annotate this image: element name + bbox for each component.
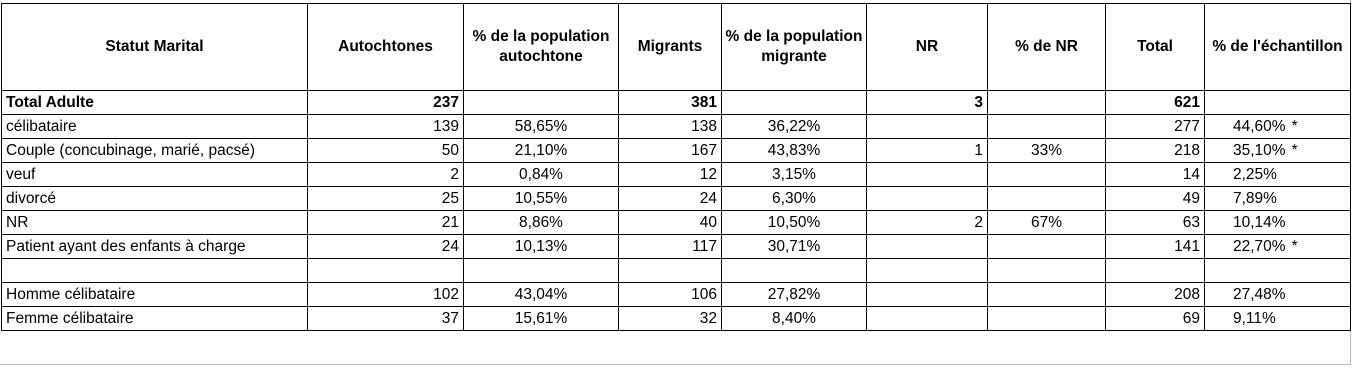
row-label: NR [2,211,308,235]
cell-nr [867,259,988,283]
cell-migrants: 167 [619,139,722,163]
cell-total: 14 [1106,163,1205,187]
cell-migrants [619,259,722,283]
cell-pct-nr: 33% [988,139,1106,163]
cell-nr: 3 [867,91,988,115]
cell-pct-migrante: 43,83% [722,139,867,163]
cell-nr: 1 [867,139,988,163]
cell-pct-echantillon [1205,259,1351,283]
cell-migrants: 32 [619,307,722,331]
cell-total [1106,259,1205,283]
cell-pct-autochtone: 10,13% [464,235,619,259]
cell-nr [867,187,988,211]
cell-pct-autochtone: 43,04% [464,283,619,307]
cell-pct-migrante: 36,22% [722,115,867,139]
row-label [2,259,308,283]
cell-nr [867,235,988,259]
cell-pct-migrante: 6,30% [722,187,867,211]
cell-pct-migrante: 30,71% [722,235,867,259]
cell-pct-echantillon: 35,10% * [1205,139,1351,163]
table-row-empty [2,259,1351,283]
header-total: Total [1106,4,1205,91]
cell-pct-autochtone: 58,65% [464,115,619,139]
header-row [2,4,1351,91]
cell-autochtones: 37 [308,307,464,331]
cell-total: 218 [1106,139,1205,163]
cell-autochtones: 139 [308,115,464,139]
header-autochtones: Autochtones [308,4,464,91]
cell-autochtones: 237 [308,91,464,115]
cell-pct-nr [988,91,1106,115]
cell-migrants: 117 [619,235,722,259]
cell-pct-migrante: 10,50% [722,211,867,235]
table-row [2,283,1351,307]
cell-pct-migrante [722,259,867,283]
row-label: veuf [2,163,308,187]
row-label: divorcé [2,187,308,211]
cell-pct-autochtone: 15,61% [464,307,619,331]
header-statut: Statut Marital [2,4,308,91]
cell-total: 49 [1106,187,1205,211]
header-pct-echantillon: % de l'échantillon [1205,4,1351,91]
cell-migrants: 40 [619,211,722,235]
table-row [2,139,1351,163]
header-pct-autochtone: % de la population autochtone [464,4,619,91]
cell-nr [867,307,988,331]
cell-migrants: 24 [619,187,722,211]
cell-pct-nr: 67% [988,211,1106,235]
row-label: Total Adulte [2,91,308,115]
cell-migrants: 138 [619,115,722,139]
cell-pct-nr [988,307,1106,331]
cell-pct-echantillon [1205,91,1351,115]
cell-total: 63 [1106,211,1205,235]
cell-pct-echantillon: 22,70% * [1205,235,1351,259]
table-row [2,187,1351,211]
cell-nr [867,283,988,307]
cell-total: 69 [1106,307,1205,331]
cell-autochtones: 25 [308,187,464,211]
cell-total: 141 [1106,235,1205,259]
cell-pct-migrante: 8,40% [722,307,867,331]
cell-pct-autochtone: 8,86% [464,211,619,235]
cell-pct-echantillon: 27,48% [1205,283,1351,307]
cell-nr [867,115,988,139]
cell-total: 621 [1106,91,1205,115]
table-row [2,235,1351,259]
marital-status-table [1,3,1351,331]
cell-pct-nr [988,115,1106,139]
table-row-total-adulte [2,91,1351,115]
cell-autochtones: 24 [308,235,464,259]
cell-nr: 2 [867,211,988,235]
cell-pct-autochtone [464,259,619,283]
cell-pct-echantillon: 2,25% [1205,163,1351,187]
cell-autochtones: 102 [308,283,464,307]
cell-pct-echantillon: 7,89% [1205,187,1351,211]
cell-migrants: 106 [619,283,722,307]
cell-total: 208 [1106,283,1205,307]
row-label: Patient ayant des enfants à charge [2,235,308,259]
cell-pct-migrante: 3,15% [722,163,867,187]
cell-pct-migrante: 27,82% [722,283,867,307]
cell-autochtones: 2 [308,163,464,187]
header-pct-migrante: % de la population migrante [722,4,867,91]
cell-autochtones: 21 [308,211,464,235]
cell-autochtones: 50 [308,139,464,163]
cell-pct-echantillon: 9,11% [1205,307,1351,331]
cell-pct-nr [988,235,1106,259]
cell-pct-autochtone [464,91,619,115]
row-label: Femme célibataire [2,307,308,331]
cell-pct-nr [988,259,1106,283]
cell-pct-echantillon: 10,14% [1205,211,1351,235]
cell-autochtones [308,259,464,283]
row-label: Homme célibataire [2,283,308,307]
cell-pct-echantillon: 44,60% * [1205,115,1351,139]
cell-migrants: 12 [619,163,722,187]
header-pct-nr: % de NR [988,4,1106,91]
cell-total: 277 [1106,115,1205,139]
table-row [2,115,1351,139]
cell-pct-nr [988,187,1106,211]
row-label: Couple (concubinage, marié, pacsé) [2,139,308,163]
table-row [2,211,1351,235]
row-label: célibataire [2,115,308,139]
header-nr: NR [867,4,988,91]
header-migrants: Migrants [619,4,722,91]
cell-pct-nr [988,283,1106,307]
cell-pct-migrante [722,91,867,115]
table-row [2,163,1351,187]
cell-migrants: 381 [619,91,722,115]
cell-pct-nr [988,163,1106,187]
cell-pct-autochtone: 10,55% [464,187,619,211]
cell-pct-autochtone: 21,10% [464,139,619,163]
cell-nr [867,163,988,187]
cell-pct-autochtone: 0,84% [464,163,619,187]
table-row [2,307,1351,331]
